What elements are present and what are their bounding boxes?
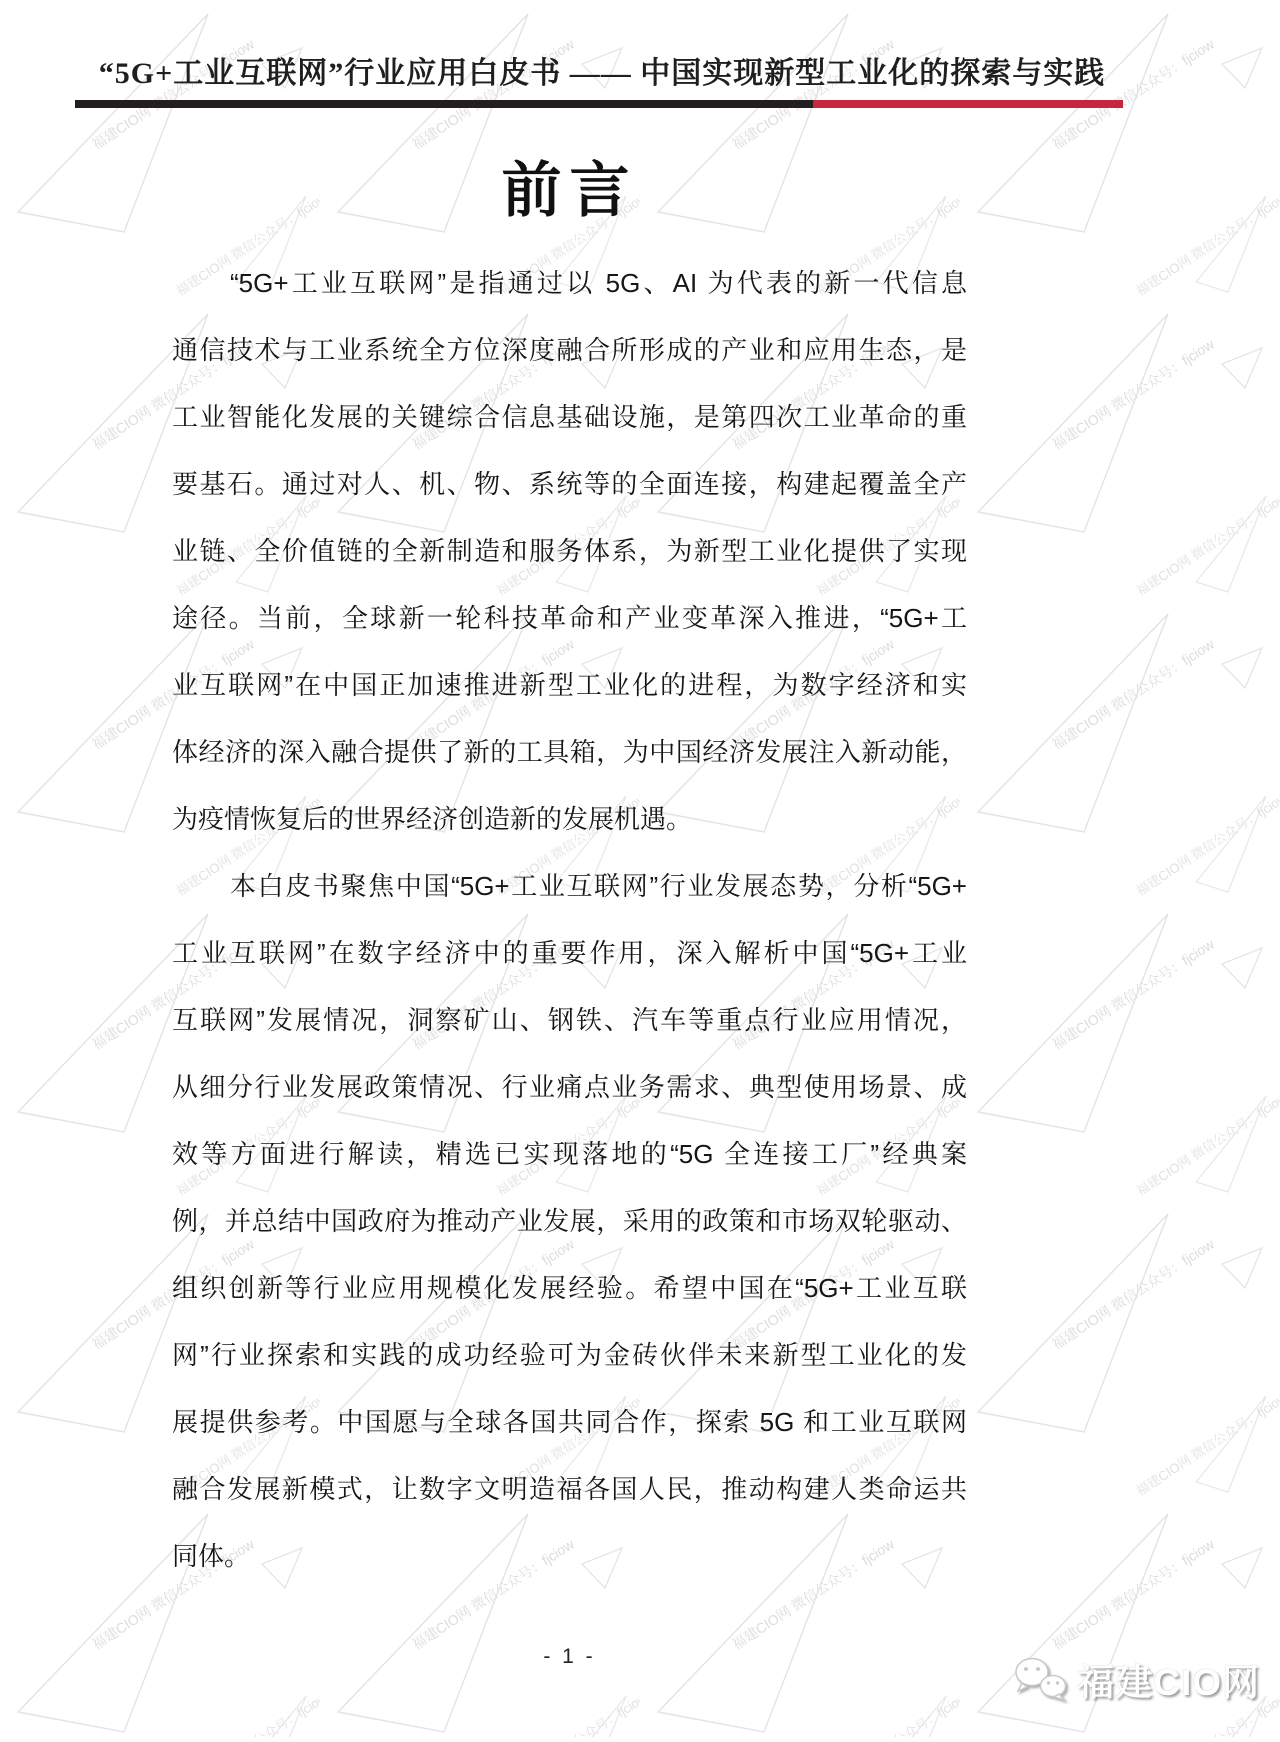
- text-line: 互联网”发展情况，洞察矿山、钢铁、汽车等重点行业应用情况，: [172, 1005, 967, 1035]
- text-line: 展提供参考。中国愿与全球各国共同合作，探索 5G 和工业互联网: [172, 1407, 967, 1437]
- paragraph: [172, 250, 967, 853]
- wechat-icon: [1012, 1655, 1070, 1703]
- text-line: 途径。当前，全球新一轮科技革命和产业变革深入推进，“5G+工: [172, 603, 967, 633]
- text-line: “5G+工业互联网”是指通过以 5G、AI 为代表的新一代信息: [230, 268, 967, 298]
- text-line: 例，并总结中国政府为推动产业发展，采用的政策和市场双轮驱动、: [172, 1206, 967, 1236]
- text-line: 业互联网”在中国正加速推进新型工业化的进程，为数字经济和实: [172, 670, 967, 700]
- text-line: 业链、全价值链的全新制造和服务体系，为新型工业化提供了实现: [172, 536, 967, 566]
- page-number: - 1 -: [543, 1645, 596, 1668]
- text-line: 通信技术与工业系统全方位深度融合所形成的产业和应用生态，是: [172, 335, 967, 365]
- text-line: 效等方面进行解读，精选已实现落地的“5G 全连接工厂”经典案: [172, 1139, 967, 1169]
- wechat-logo: [1012, 1652, 1260, 1706]
- text-line: 从细分行业发展政策情况、行业痛点业务需求、典型使用场景、成: [172, 1072, 967, 1102]
- text-line: 本白皮书聚焦中国“5G+工业互联网”行业发展态势，分析“5G+: [230, 871, 967, 901]
- document-header-title: “5G+工业互联网”行业应用白皮书 —— 中国实现新型工业化的探索与实践: [98, 57, 1106, 90]
- text-line: 网”行业探索和实践的成功经验可为金砖伙伴未来新型工业化的发: [172, 1340, 967, 1370]
- divider-black-segment: [75, 100, 813, 108]
- text-line: 融合发展新模式，让数字文明造福各国人民，推动构建人类命运共: [172, 1474, 967, 1504]
- text-line: 工业智能化发展的关键综合信息基础设施，是第四次工业革命的重: [172, 402, 967, 432]
- header-divider: [75, 100, 1123, 108]
- preface-body: [172, 250, 967, 1590]
- text-line: 体经济的深入融合提供了新的工具箱，为中国经济发展注入新动能，: [172, 737, 967, 767]
- page-title: 前言: [501, 157, 638, 224]
- text-line: 同体。: [172, 1541, 251, 1571]
- logo-text: 福建CIO网: [1077, 1662, 1260, 1703]
- divider-red-segment: [813, 100, 1123, 108]
- text-line: 要基石。通过对人、机、物、系统等的全面连接，构建起覆盖全产: [172, 469, 967, 499]
- text-line: 组织创新等行业应用规模化发展经验。希望中国在“5G+工业互联: [172, 1273, 967, 1303]
- text-line: 工业互联网”在数字经济中的重要作用，深入解析中国“5G+工业: [172, 938, 967, 968]
- text-line: 为疫情恢复后的世界经济创造新的发展机遇。: [172, 804, 693, 834]
- paragraph: [172, 853, 967, 1590]
